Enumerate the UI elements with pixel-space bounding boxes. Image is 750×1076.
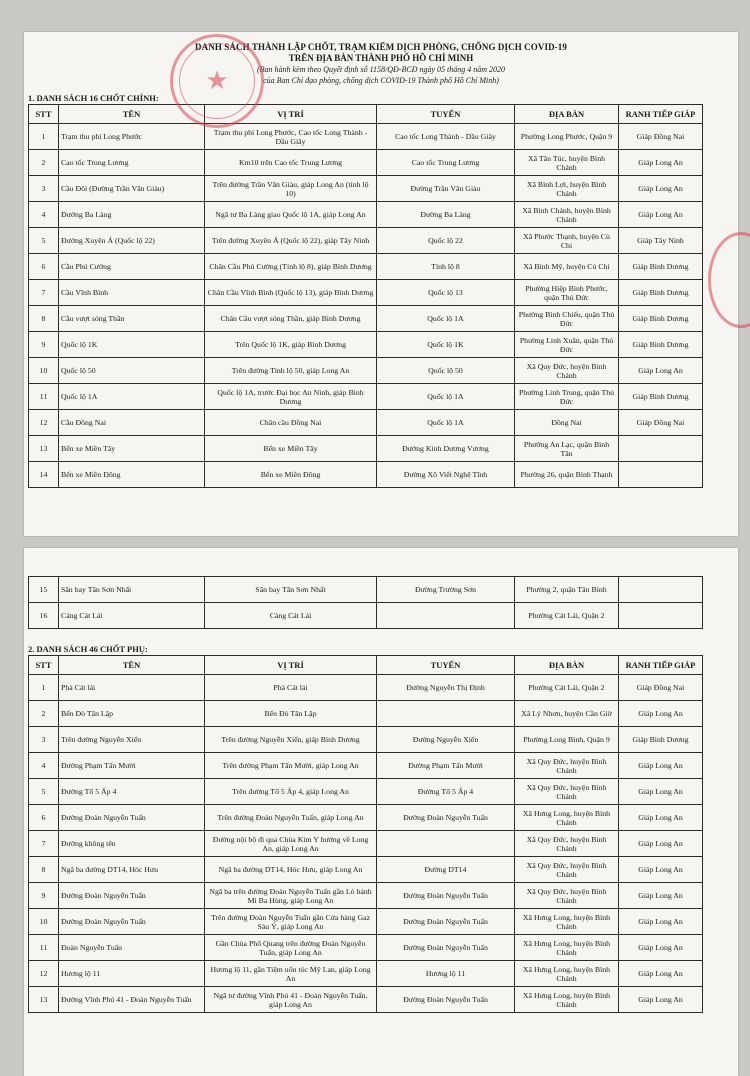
cell-stt: 6 bbox=[29, 805, 59, 831]
cell-stt: 16 bbox=[29, 603, 59, 629]
cell-stt: 3 bbox=[29, 727, 59, 753]
cell-name: Cảng Cát Lái bbox=[59, 603, 205, 629]
secondary-checkpoints-table bbox=[28, 655, 703, 1013]
cell-border: Giáp Long An bbox=[619, 883, 703, 909]
cell-route: Đường Xô Viết Nghệ Tĩnh bbox=[377, 462, 515, 488]
cell-area: Xã Quy Đức, huyện Bình Chánh bbox=[515, 753, 619, 779]
cell-name: Cầu Phú Cường bbox=[59, 254, 205, 280]
cell-area: Xã Hưng Long, huyện Bình Chánh bbox=[515, 987, 619, 1013]
document-title-line1: DANH SÁCH THÀNH LẬP CHỐT, TRẠM KIỂM DỊCH PHÒNG, CHỐNG DỊCH COVID-19 bbox=[195, 42, 567, 52]
document-page-1 bbox=[24, 32, 738, 536]
cell-name: Ngã ba đường DT14, Hóc Hưu bbox=[59, 857, 205, 883]
cell-area: Phường Bình Chiểu, quận Thủ Đức bbox=[515, 306, 619, 332]
table-row bbox=[29, 176, 703, 202]
cell-border: Giáp Bình Dương bbox=[619, 384, 703, 410]
cell-name: Đoàn Nguyễn Tuấn bbox=[59, 935, 205, 961]
cell-area: Phường An Lạc, quận Bình Tân bbox=[515, 436, 619, 462]
cell-border: Giáp Long An bbox=[619, 909, 703, 935]
column-header-stt: STT bbox=[29, 656, 59, 675]
cell-name: Cầu Đôi (Đường Trần Văn Giàu) bbox=[59, 176, 205, 202]
cell-route: Quốc lộ 1A bbox=[377, 410, 515, 436]
cell-area: Phường Linh Trung, quận Thủ Đức bbox=[515, 384, 619, 410]
cell-location: Chân Cầu vượt sóng Thần, giáp Bình Dương bbox=[205, 306, 377, 332]
cell-route: Đường DT14 bbox=[377, 857, 515, 883]
cell-area: Xã Quy Đức, huyện Bình Chánh bbox=[515, 779, 619, 805]
cell-stt: 11 bbox=[29, 935, 59, 961]
cell-area: Xã Bình Mỹ, huyện Củ Chi bbox=[515, 254, 619, 280]
cell-route: Đường Nguyễn Xiển bbox=[377, 727, 515, 753]
cell-route: Đường Đoàn Nguyễn Tuấn bbox=[377, 883, 515, 909]
cell-route: Hương lộ 11 bbox=[377, 961, 515, 987]
cell-route bbox=[377, 831, 515, 857]
cell-area: Phường Hiệp Bình Phước, quận Thủ Đức bbox=[515, 280, 619, 306]
cell-area: Phường Long Bình, Quận 9 bbox=[515, 727, 619, 753]
table-row bbox=[29, 228, 703, 254]
cell-route: Đường Kinh Dương Vương bbox=[377, 436, 515, 462]
cell-stt: 2 bbox=[29, 150, 59, 176]
cell-stt: 13 bbox=[29, 436, 59, 462]
cell-route: Đường Trường Sơn bbox=[377, 577, 515, 603]
cell-stt: 13 bbox=[29, 987, 59, 1013]
cell-stt: 10 bbox=[29, 358, 59, 384]
cell-stt: 11 bbox=[29, 384, 59, 410]
column-header-location: VỊ TRÍ bbox=[205, 105, 377, 124]
cell-location: Trên đường Đoàn Nguyễn Tuấn gần Cửa hàng Gaz Sáu Ý, giáp Long An bbox=[205, 909, 377, 935]
cell-border: Giáp Long An bbox=[619, 987, 703, 1013]
cell-name: Quốc lộ 1K bbox=[59, 332, 205, 358]
column-header-border: RANH TIẾP GIÁP bbox=[619, 656, 703, 675]
column-header-area: ĐỊA BÀN bbox=[515, 656, 619, 675]
cell-area: Xã Hưng Long, huyện Bình Chánh bbox=[515, 805, 619, 831]
cell-route: Đường Trần Văn Giàu bbox=[377, 176, 515, 202]
table-row bbox=[29, 462, 703, 488]
table-row bbox=[29, 727, 703, 753]
cell-stt: 5 bbox=[29, 779, 59, 805]
cell-border: Giáp Long An bbox=[619, 805, 703, 831]
cell-location: Sân bay Tân Sơn Nhất bbox=[205, 577, 377, 603]
cell-border: Giáp Long An bbox=[619, 176, 703, 202]
cell-route: Quốc lộ 1A bbox=[377, 306, 515, 332]
table-row bbox=[29, 384, 703, 410]
cell-area: Phường 26, quận Bình Thạnh bbox=[515, 462, 619, 488]
cell-name: Đường Đoàn Nguyễn Tuấn bbox=[59, 805, 205, 831]
table-row bbox=[29, 280, 703, 306]
table-header-row bbox=[29, 105, 703, 124]
cell-route: Quốc lộ 22 bbox=[377, 228, 515, 254]
table-row bbox=[29, 124, 703, 150]
cell-route: Đường Đoàn Nguyễn Tuấn bbox=[377, 909, 515, 935]
cell-location: Chân Cầu Phú Cường (Tỉnh lộ 8), giáp Bình Dương bbox=[205, 254, 377, 280]
cell-area: Xã Tân Túc, huyện Bình Chánh bbox=[515, 150, 619, 176]
cell-border: Giáp Đồng Nai bbox=[619, 675, 703, 701]
document-page-2 bbox=[24, 548, 738, 1076]
cell-route: Tỉnh lộ 8 bbox=[377, 254, 515, 280]
cell-location: Ngã ba trên đường Đoàn Nguyễn Tuấn gần Lò bánh Mì Ba Hùng, giáp Long An bbox=[205, 883, 377, 909]
cell-border: Giáp Long An bbox=[619, 753, 703, 779]
cell-route: Quốc lộ 1A bbox=[377, 384, 515, 410]
cell-stt: 4 bbox=[29, 202, 59, 228]
cell-area: Phường Cát Lái, Quận 2 bbox=[515, 603, 619, 629]
cell-name: Đường Tổ 5 Ấp 4 bbox=[59, 779, 205, 805]
cell-name: Đường Đoàn Nguyễn Tuấn bbox=[59, 909, 205, 935]
cell-route bbox=[377, 603, 515, 629]
cell-area: Xã Hưng Long, huyện Bình Chánh bbox=[515, 961, 619, 987]
table-row bbox=[29, 779, 703, 805]
cell-location: Trên Quốc lộ 1K, giáp Bình Dương bbox=[205, 332, 377, 358]
cell-name: Cầu vượt sóng Thần bbox=[59, 306, 205, 332]
cell-stt: 8 bbox=[29, 306, 59, 332]
cell-border: Giáp Long An bbox=[619, 831, 703, 857]
table-row bbox=[29, 805, 703, 831]
cell-area: Phường Long Phước, Quận 9 bbox=[515, 124, 619, 150]
cell-area: Phường Cát Lái, Quận 2 bbox=[515, 675, 619, 701]
document-header bbox=[24, 42, 738, 86]
cell-border: Giáp Bình Dương bbox=[619, 306, 703, 332]
cell-border bbox=[619, 603, 703, 629]
cell-location: Chân cầu Đồng Nai bbox=[205, 410, 377, 436]
cell-route: Quốc lộ 50 bbox=[377, 358, 515, 384]
cell-stt: 7 bbox=[29, 280, 59, 306]
cell-border: Giáp Long An bbox=[619, 779, 703, 805]
table-row bbox=[29, 675, 703, 701]
cell-location: Quốc lộ 1A, trước Đại học An Ninh, giáp Bình Dương bbox=[205, 384, 377, 410]
cell-area: Xã Lý Nhơn, huyện Cần Giờ bbox=[515, 701, 619, 727]
cell-stt: 4 bbox=[29, 753, 59, 779]
cell-location: Trên đường Tỉnh lộ 50, giáp Long An bbox=[205, 358, 377, 384]
main-checkpoints-table-continued bbox=[28, 576, 703, 629]
cell-route: Đường Đoàn Nguyễn Tuấn bbox=[377, 805, 515, 831]
cell-name: Bến Đò Tân Lập bbox=[59, 701, 205, 727]
table-row bbox=[29, 436, 703, 462]
cell-location: Trên đường Trần Văn Giàu, giáp Long An (tỉnh lộ 10) bbox=[205, 176, 377, 202]
cell-border bbox=[619, 577, 703, 603]
cell-stt: 15 bbox=[29, 577, 59, 603]
decision-note-line2: của Ban Chỉ đạo phòng, chống dịch COVID-19 Thành phố Hồ Chí Minh) bbox=[263, 76, 499, 85]
cell-border: Giáp Long An bbox=[619, 150, 703, 176]
cell-name: Bến xe Miền Tây bbox=[59, 436, 205, 462]
cell-name: Đường Vĩnh Phú 41 - Đoàn Nguyễn Tuấn bbox=[59, 987, 205, 1013]
table-header-row bbox=[29, 656, 703, 675]
cell-area: Xã Hưng Long, huyện Bình Chánh bbox=[515, 935, 619, 961]
cell-area: Xã Quy Đức, huyện Bình Chánh bbox=[515, 857, 619, 883]
cell-route: Quốc lộ 13 bbox=[377, 280, 515, 306]
cell-area: Xã Phước Thạnh, huyện Củ Chi bbox=[515, 228, 619, 254]
cell-area: Xã Quy Đức, huyện Bình Chánh bbox=[515, 831, 619, 857]
table-row bbox=[29, 254, 703, 280]
column-header-route: TUYẾN bbox=[377, 656, 515, 675]
table-row bbox=[29, 883, 703, 909]
cell-location: Bến xe Miền Tây bbox=[205, 436, 377, 462]
cell-route: Đường Nguyễn Thị Định bbox=[377, 675, 515, 701]
cell-location: Trạm thu phí Long Phước, Cao tốc Long Thành - Dầu Giây bbox=[205, 124, 377, 150]
cell-route: Quốc lộ 1K bbox=[377, 332, 515, 358]
cell-border: Giáp Bình Dương bbox=[619, 332, 703, 358]
table-row bbox=[29, 202, 703, 228]
section1-title: 1. DANH SÁCH 16 CHỐT CHÍNH: bbox=[28, 93, 159, 103]
table-row bbox=[29, 753, 703, 779]
cell-name: Quốc lộ 50 bbox=[59, 358, 205, 384]
red-seal-stamp-icon: ★ bbox=[170, 34, 264, 128]
cell-stt: 9 bbox=[29, 332, 59, 358]
cell-name: Bến xe Miền Đông bbox=[59, 462, 205, 488]
cell-route: Cao tốc Trung Lương bbox=[377, 150, 515, 176]
table-row bbox=[29, 909, 703, 935]
table-row bbox=[29, 577, 703, 603]
cell-border: Giáp Bình Dương bbox=[619, 280, 703, 306]
cell-location: Hương lộ 11, gần Tiệm uốn tóc Mỹ Lan, giáp Long An bbox=[205, 961, 377, 987]
cell-name: Trên đường Nguyễn Xiển bbox=[59, 727, 205, 753]
table-row bbox=[29, 332, 703, 358]
cell-border: Giáp Long An bbox=[619, 701, 703, 727]
cell-name: Đường Ba Làng bbox=[59, 202, 205, 228]
cell-route: Đường Đoàn Nguyễn Tuấn bbox=[377, 935, 515, 961]
cell-stt: 5 bbox=[29, 228, 59, 254]
cell-area: Đồng Nai bbox=[515, 410, 619, 436]
cell-name: Đường Phạm Tấn Mười bbox=[59, 753, 205, 779]
cell-location: Bến xe Miền Đông bbox=[205, 462, 377, 488]
cell-border bbox=[619, 436, 703, 462]
cell-area: Xã Quy Đức, huyện Bình Chánh bbox=[515, 358, 619, 384]
cell-area: Xã Quy Đức, huyện Bình Chánh bbox=[515, 883, 619, 909]
cell-stt: 6 bbox=[29, 254, 59, 280]
cell-name: Đường Xuyên Á (Quốc lộ 22) bbox=[59, 228, 205, 254]
cell-location: Ngã tư đường Vĩnh Phú 41 - Đoàn Nguyễn Tuấn, giáp Long An bbox=[205, 987, 377, 1013]
cell-stt: 3 bbox=[29, 176, 59, 202]
cell-name: Cầu Đồng Nai bbox=[59, 410, 205, 436]
cell-border: Giáp Long An bbox=[619, 857, 703, 883]
table-row bbox=[29, 831, 703, 857]
cell-location: Chân Cầu Vĩnh Bình (Quốc lộ 13), giáp Bình Dương bbox=[205, 280, 377, 306]
decision-note-line1: (Ban hành kèm theo Quyết định số 1158/QĐ-BCĐ ngày 05 tháng 4 năm 2020 bbox=[256, 65, 506, 74]
cell-location: Cảng Cát Lái bbox=[205, 603, 377, 629]
cell-location: Đường nội bộ đi qua Chùa Kim Y hướng về Long An, giáp Long An bbox=[205, 831, 377, 857]
cell-name: Đường Đoàn Nguyễn Tuấn bbox=[59, 883, 205, 909]
cell-location: Trên đường Xuyên Á (Quốc lộ 22), giáp Tây Ninh bbox=[205, 228, 377, 254]
table-row bbox=[29, 935, 703, 961]
cell-route bbox=[377, 701, 515, 727]
cell-location: Km10 trên Cao tốc Trung Lương bbox=[205, 150, 377, 176]
table-row bbox=[29, 701, 703, 727]
cell-name: Trạm thu phí Long Phước bbox=[59, 124, 205, 150]
cell-stt: 12 bbox=[29, 410, 59, 436]
cell-location: Trên đường Tổ 5 Ấp 4, giáp Long An bbox=[205, 779, 377, 805]
cell-location: Gần Chùa Phổ Quang trên đường Đoàn Nguyễn Tuấn, giáp Long An bbox=[205, 935, 377, 961]
column-header-route: TUYẾN bbox=[377, 105, 515, 124]
cell-border: Giáp Đồng Nai bbox=[619, 124, 703, 150]
cell-route: Đường Ba Làng bbox=[377, 202, 515, 228]
column-header-name: TÊN bbox=[59, 656, 205, 675]
table-row bbox=[29, 150, 703, 176]
cell-location: Trên đường Đoàn Nguyễn Tuấn, giáp Long An bbox=[205, 805, 377, 831]
cell-route: Đường Tổ 5 Ấp 4 bbox=[377, 779, 515, 805]
cell-route: Đường Phạm Tấn Mười bbox=[377, 753, 515, 779]
table-row bbox=[29, 857, 703, 883]
column-header-area: ĐỊA BÀN bbox=[515, 105, 619, 124]
cell-border bbox=[619, 462, 703, 488]
cell-area: Phường Linh Xuân, quận Thủ Đức bbox=[515, 332, 619, 358]
cell-border: Giáp Tây Ninh bbox=[619, 228, 703, 254]
cell-stt: 1 bbox=[29, 124, 59, 150]
cell-name: Quốc lộ 1A bbox=[59, 384, 205, 410]
cell-area: Xã Bình Lợi, huyện Bình Chánh bbox=[515, 176, 619, 202]
cell-name: Cầu Vĩnh Bình bbox=[59, 280, 205, 306]
cell-border: Giáp Long An bbox=[619, 358, 703, 384]
column-header-location: VỊ TRÍ bbox=[205, 656, 377, 675]
main-checkpoints-table bbox=[28, 104, 703, 488]
cell-location: Bến Đò Tân Lập bbox=[205, 701, 377, 727]
cell-location: Trên đường Phạm Tấn Mười, giáp Long An bbox=[205, 753, 377, 779]
document-title-line2: TRÊN ĐỊA BÀN THÀNH PHỐ HỒ CHÍ MINH bbox=[288, 53, 474, 63]
cell-stt: 14 bbox=[29, 462, 59, 488]
cell-name: Hương lộ 11 bbox=[59, 961, 205, 987]
cell-location: Phà Cát lái bbox=[205, 675, 377, 701]
cell-route: Cao tốc Long Thành - Dầu Giây bbox=[377, 124, 515, 150]
cell-name: Sân bay Tân Sơn Nhất bbox=[59, 577, 205, 603]
cell-location: Ngã tư Ba Làng giao Quốc lộ 1A, giáp Long An bbox=[205, 202, 377, 228]
cell-border: Giáp Long An bbox=[619, 935, 703, 961]
cell-area: Xã Bình Chánh, huyện Bình Chánh bbox=[515, 202, 619, 228]
cell-border: Giáp Đồng Nai bbox=[619, 410, 703, 436]
table-row bbox=[29, 987, 703, 1013]
table-row bbox=[29, 961, 703, 987]
cell-location: Trên đường Nguyễn Xiển, giáp Bình Dương bbox=[205, 727, 377, 753]
cell-location: Ngã ba đường DT14, Hóc Hưu, giáp Long An bbox=[205, 857, 377, 883]
cell-stt: 7 bbox=[29, 831, 59, 857]
cell-border: Giáp Long An bbox=[619, 202, 703, 228]
table-row bbox=[29, 603, 703, 629]
table-row bbox=[29, 410, 703, 436]
red-seal-stamp-edge-icon bbox=[708, 232, 750, 328]
cell-area: Phường 2, quận Tân Bình bbox=[515, 577, 619, 603]
table-row bbox=[29, 306, 703, 332]
cell-border: Giáp Bình Dương bbox=[619, 727, 703, 753]
cell-stt: 8 bbox=[29, 857, 59, 883]
cell-name: Đường không tên bbox=[59, 831, 205, 857]
table-row bbox=[29, 358, 703, 384]
column-header-stt: STT bbox=[29, 105, 59, 124]
cell-border: Giáp Bình Dương bbox=[619, 254, 703, 280]
cell-stt: 10 bbox=[29, 909, 59, 935]
cell-border: Giáp Long An bbox=[619, 961, 703, 987]
section2-title: 2. DANH SÁCH 46 CHỐT PHỤ: bbox=[28, 644, 148, 654]
column-header-name: TÊN bbox=[59, 105, 205, 124]
cell-stt: 12 bbox=[29, 961, 59, 987]
cell-route: Đường Đoàn Nguyễn Tuấn bbox=[377, 987, 515, 1013]
cell-name: Phà Cát lái bbox=[59, 675, 205, 701]
cell-stt: 2 bbox=[29, 701, 59, 727]
cell-area: Xã Hưng Long, huyện Bình Chánh bbox=[515, 909, 619, 935]
cell-name: Cao tốc Trung Lương bbox=[59, 150, 205, 176]
cell-stt: 1 bbox=[29, 675, 59, 701]
column-header-border: RANH TIẾP GIÁP bbox=[619, 105, 703, 124]
cell-stt: 9 bbox=[29, 883, 59, 909]
